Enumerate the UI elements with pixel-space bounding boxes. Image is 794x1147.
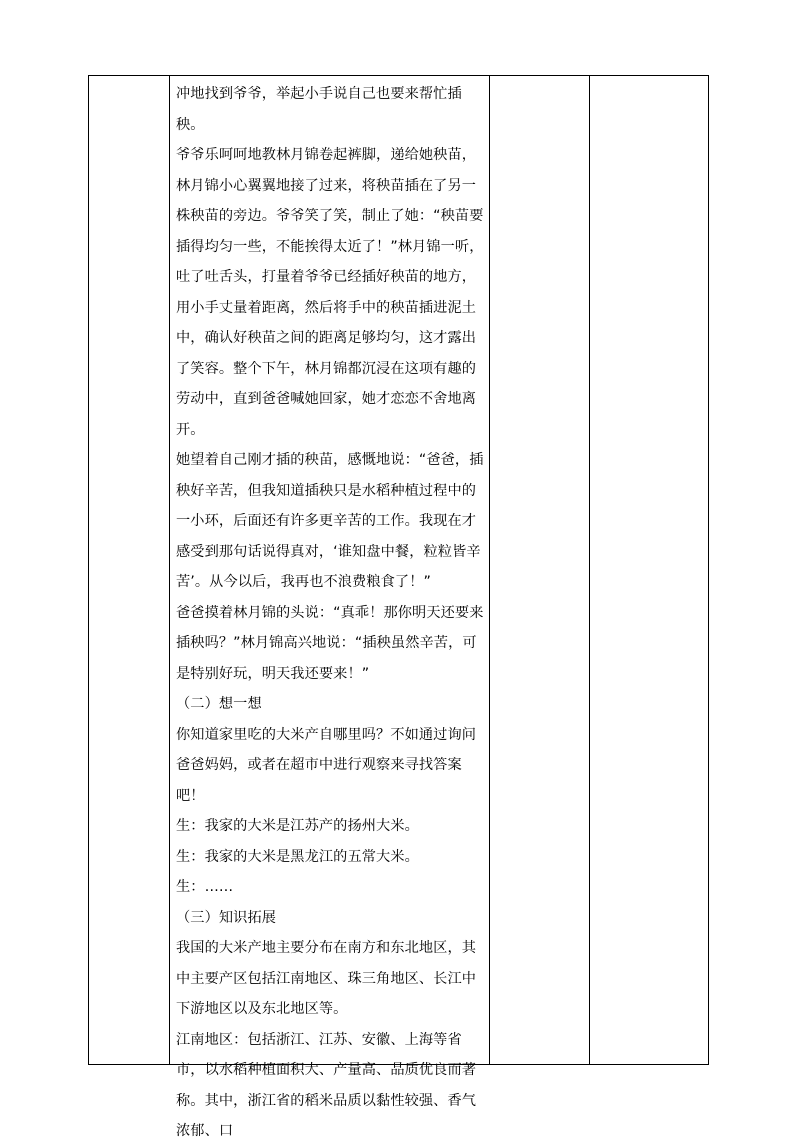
student-answer: 生：我家的大米是黑龙江的五常大米。 (176, 848, 419, 865)
paragraph: 爷爷乐呵呵地教林月锦卷起裤脚，递给她秧苗，林月锦小心翼翼地接了过来，将秧苗插在了另一株秧苗的旁边。爷爷笑了笑，制止了她：“秧苗要插得均匀一些，不能挨得太近了！”林月锦一听，吐了吐舌头，打量着爷爷已经插好秧苗的地方，用小手丈量着距离，然后将手中的秧苗插进泥土中，确认好秧苗之间的距离足够均匀，这才露出了笑容。整个下午，林月锦都沉浸在这项有趣的劳动中，直到爸爸喊她回家，她才恋恋不舍地离开。 (176, 147, 484, 438)
student-answer: 生：…… (176, 879, 234, 895)
lesson-table (88, 75, 709, 1139)
column-divider (169, 76, 170, 1064)
paragraph: 爸爸摸着林月锦的头说：“真乖！那你明天还要来插秧吗？”林月锦高兴地说：“插秧虽然辛苦，可是特别好玩，明天我还要来！” (176, 604, 484, 682)
paragraph: 你知道家里吃的大米产自哪里吗？不如通过询问爸爸妈妈，或者在超市中进行观察来寻找答案吧！ (176, 726, 477, 804)
table-cell-empty (590, 76, 708, 1064)
paragraph: 她望着自己刚才插的秧苗，感慨地说：“爸爸，插秧好辛苦，但我知道插秧只是水稻种植过程中的一小环，后面还有许多更辛苦的工作。我现在才感受到那句话说得真对，‘谁知盘中餐，粒粒皆辛苦’。从今以后，我再也不浪费粮食了！” (176, 452, 484, 590)
paragraph: 冲地找到爷爷，举起小手说自己也要来帮忙插秧。 (176, 86, 462, 133)
section-heading: （二）想一想 (176, 696, 262, 712)
student-answer: 生：我家的大米是江苏产的扬州大米。 (176, 818, 419, 834)
table-cell-left-empty (89, 76, 169, 1064)
paragraph: 江南地区：包括浙江、江苏、安徽、上海等省市，以水稻种植面积大、产量高、品质优良而著称。其中，浙江省的稻米品质以黏性较强、香气浓郁、口 (176, 1031, 477, 1139)
table-cell-empty (490, 76, 589, 1064)
main-content-cell (171, 76, 489, 1139)
section-heading: （三）知识拓展 (176, 909, 277, 926)
paragraph: 我国的大米产地主要分布在南方和东北地区，其中主要产区包括江南地区、珠三角地区、长江中下游地区以及东北地区等。 (176, 940, 477, 1017)
